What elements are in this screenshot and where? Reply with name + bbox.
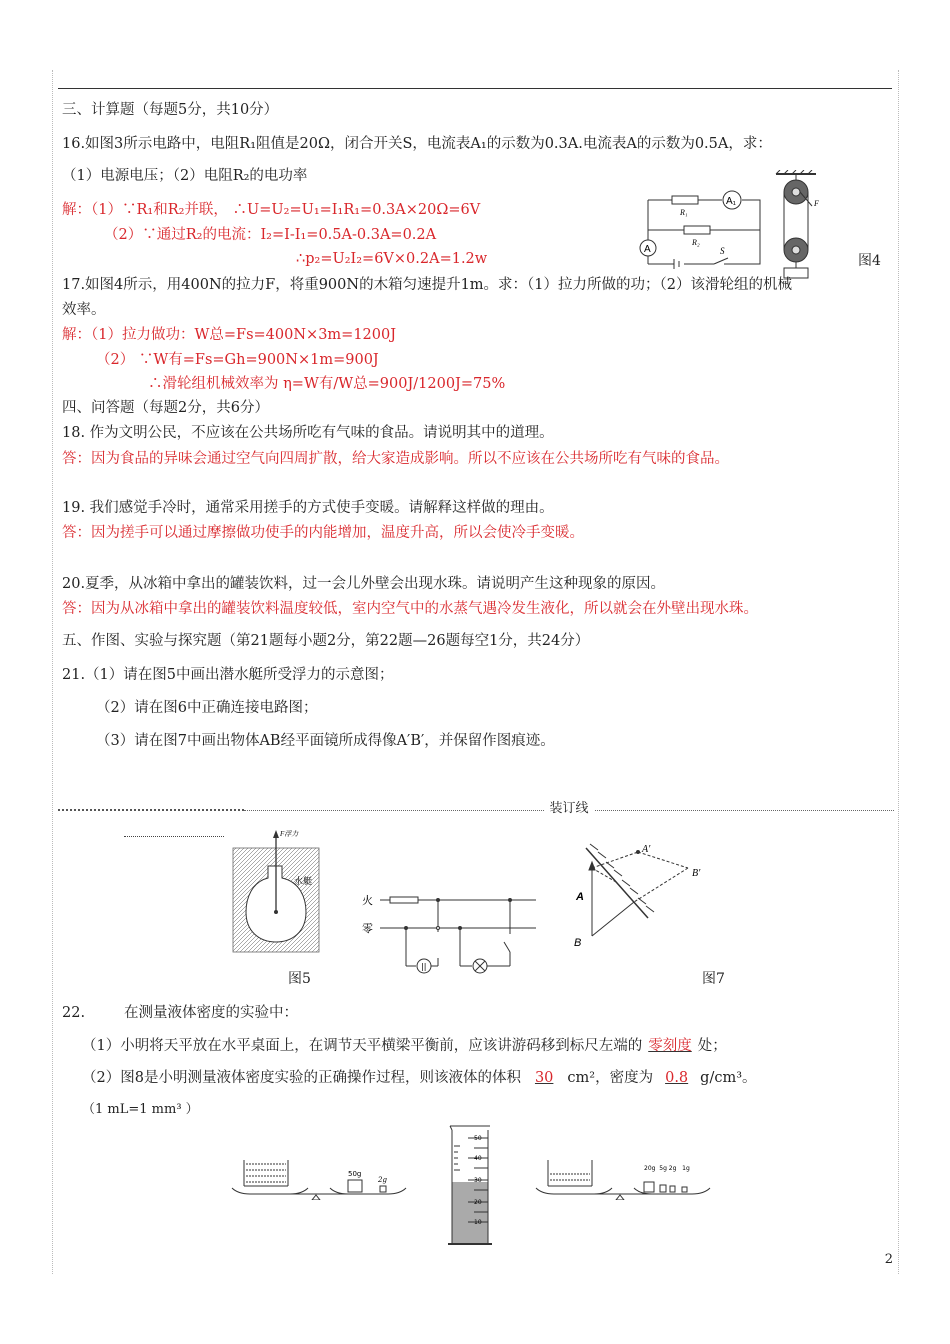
left-margin-line [52,70,53,1274]
q20-answer: 答：因为从冰箱中拿出的罐装饮料温度较低，室内空气中的水蒸气遇冷发生液化，所以就会在外壁出现水珠。 [62,601,758,617]
figure5-submarine [230,826,322,954]
fig7-b2-label: B′ [692,868,701,879]
q22-part1 [82,1036,727,1056]
cyl-tick-10: 10 [474,1219,482,1226]
header-rule [58,88,892,89]
q17-stem-1: 17.如图4所示，用400N的拉力F，将重900N的木箱匀速提升1m。求：（1）拉力所做的功；（2）该滑轮组的机械 [62,277,792,293]
q20-text: 20.夏季，从冰箱中拿出的罐装饮料，过一会儿外壁会出现水珠。请说明产生这种现象的原因。 [62,576,666,592]
fig8-weight-50g: 50g [348,1170,362,1178]
q17-answer-1: 解：（1）拉力做功：W总=Fs=400N×3m=1200J [62,327,397,343]
q16-stem: 16.如图3所示电路中，电阻R₁阻值是20Ω，闭合开关S，电流表A₁的示数为0.3A.电流表A的示数为0.5A，求： [62,136,772,152]
q21-part1: 21.（1）请在图5中画出潜水艇所受浮力的示意图； [62,667,394,683]
fig4-label: 图4 [858,253,881,269]
figure4-pulley [772,170,832,282]
q22-part2 [82,1068,757,1088]
figure6-household-circuit [360,888,540,988]
cyl-tick-40: 40 [474,1155,482,1162]
fig3-r2-label: R₂ [692,238,700,247]
q16-answer-3: ∴p₂=U₂I₂=6V×0.2A=1.2w [296,251,488,267]
q16-answer-2: （2）∵通过R₂的电流：I₂=I-I₁=0.5A-0.3A=0.2A [104,227,437,243]
q22-part1-post: 处； [697,1038,727,1054]
fig6-live-label: 火 [362,894,373,907]
cyl-tick-30: 30 [474,1177,482,1184]
q22-answer-zero-scale: 零刻度 [648,1038,692,1054]
figure3-circuit [632,188,772,274]
binding-line-label: 装订线 [549,800,589,816]
q22-note: （1 mL=1 mm³ ） [82,1102,199,1117]
q22-part2-pre: （2）图8是小明测量液体密度实验的正确操作过程，则该液体的体积 [82,1070,521,1086]
q22-stem: 在测量液体密度的实验中： [124,1005,298,1021]
fig6-neutral-label: 零 [362,922,373,935]
fig5-sub-label: 水艇 [294,877,313,887]
q22-part2-post: g/cm³。 [700,1070,757,1086]
page-number: 2 [884,1252,893,1267]
q17-stem-2: 效率。 [62,302,106,318]
q22-number: 22. [62,1005,86,1021]
fig7-label: 图7 [702,971,725,987]
q22-answer-volume: 30 [534,1070,554,1086]
fig4-f-label: F [814,199,819,208]
q18-answer: 答：因为食品的异味会通过空气向四周扩散，给大家造成影响。所以不应该在公共场所吃有气味的食品。 [62,451,729,467]
q22-part1-pre: （1）小明将天平放在水平桌面上，在调节天平横梁平衡前，应该讲游码移到标尺左端的 [82,1038,643,1054]
svg-text:||: || [421,962,427,971]
fig7-a-label: A [576,891,584,903]
cyl-tick-50: 50 [474,1135,482,1142]
q16-parts: （1）电源电压；（2）电阻R₂的电功率 [62,168,308,184]
section5-heading: 五、作图、实验与探究题（第21题每小题2分，第22题—26题每空1分，共24分） [62,633,590,649]
q22-answer-density: 0.8 [665,1070,689,1086]
figure8-balance-right [534,1150,714,1200]
section3-heading: 三、计算题（每题5分，共10分） [62,102,279,118]
figure8-cylinder [448,1124,494,1248]
q17-answer-3: ∴滑轮组机械效率为 η=W有/W总=900J/1200J=75% [148,376,506,392]
binding-line [58,796,894,816]
fig7-b-label: B [574,937,582,949]
fig3-s-label: S [720,246,725,256]
q19-text: 19. 我们感觉手冷时，通常采用搓手的方式使手变暖。请解释这样做的理由。 [62,500,554,516]
fig3-a1-label: A₁ [726,196,737,207]
fig7-a2-label: A′ [642,844,651,855]
fig8-weight-2g: 2g [378,1176,387,1184]
q18-text: 18. 作为文明公民，不应该在公共场所吃有气味的食品。请说明其中的道理。 [62,425,554,441]
fig5-label: 图5 [288,971,311,987]
fig5-force-label: F浮力 [280,830,299,838]
binding-dots-short [124,836,224,837]
fig3-a-label: A [644,244,651,255]
section4-heading: 四、问答题（每题2分，共6分） [62,400,269,416]
q21-part2: （2）请在图6中正确连接电路图； [96,700,318,716]
figure8-balance-left [230,1150,410,1200]
q22-part2-mid: cm²，密度为 [567,1070,654,1086]
q19-answer: 答：因为搓手可以通过摩擦做功使手的内能增加，温度升高，所以会使冷手变暖。 [62,525,584,541]
q16-answer-1: 解：（1）∵R₁和R₂并联， ∴U=U₂=U₁=I₁R₁=0.3A×20Ω=6V [62,202,481,218]
right-margin-line [898,70,899,1274]
q21-part3: （3）请在图7中画出物体AB经平面镜所成得像A′B′，并保留作图痕迹。 [96,733,555,749]
fig8-weights-right: 20g 5g 2g 1g [644,1165,690,1172]
cyl-tick-20: 20 [474,1199,482,1206]
q17-answer-2: （2） ∵W有=Fs=Gh=900N×1m=900J [96,352,379,368]
fig3-r1-label: R₁ [680,208,688,217]
figure7-mirror [568,838,708,950]
